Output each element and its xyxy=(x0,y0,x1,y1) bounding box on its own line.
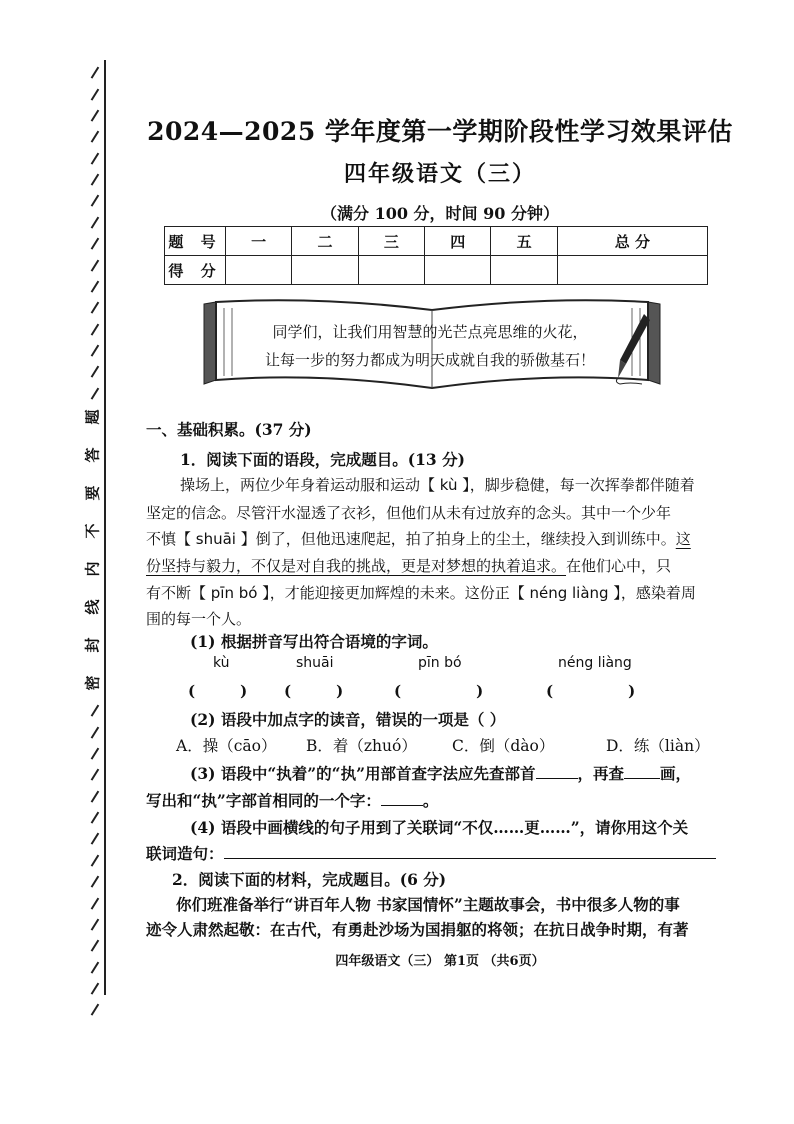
seal-char: 要 xyxy=(83,485,102,501)
binding-slashes-top xyxy=(86,62,104,404)
question-text: (3) 语段中“执着”的“执”用部首查字法应先查部首 xyxy=(190,764,536,783)
seal-char: 密 xyxy=(83,675,102,691)
banner-line-1: 同学们，让我们用智慧的光芒点亮思维的火花， xyxy=(272,323,588,341)
score-table xyxy=(164,226,708,285)
sub-question-1: (1) 根据拼音写出符合语境的字词。 xyxy=(190,632,438,651)
answer-blank-4[interactable]: ( ) xyxy=(546,682,636,700)
question-text: 画， xyxy=(660,764,692,783)
question-text: ，再查 xyxy=(577,764,625,783)
seal-char: 内 xyxy=(83,561,102,577)
banner-line-2: 让每一步的努力都成为明天成就自我的骄傲基石！ xyxy=(264,351,595,369)
sub-question-2: (2) 语段中加点字的读音，错误的一项是（ ） xyxy=(190,710,506,729)
sub-question-3-cont xyxy=(146,789,438,811)
passage-line: 有不断【 pīn bó 】，才能迎接更加辉煌的未来。这份正【 néng liàng 】，感染着周 xyxy=(146,584,696,602)
pinyin-label: kù xyxy=(213,655,230,671)
sub-question-3 xyxy=(190,762,691,784)
answer-blank-2[interactable]: ( ) xyxy=(284,682,344,700)
pinyin-label: néng liàng xyxy=(558,655,632,671)
score-input-cell[interactable] xyxy=(226,256,292,285)
answer-line[interactable] xyxy=(224,844,716,859)
section-heading: 一、基础积累。(37 分) xyxy=(146,420,312,439)
table-row xyxy=(165,227,708,256)
page-footer: 四年级语文（三） 第1页 （共6页） xyxy=(335,954,545,969)
exam-note: （满分 100 分，时间 90 分钟） xyxy=(321,204,559,223)
score-input-cell[interactable] xyxy=(557,256,707,285)
question-1-heading: 1．阅读下面的语段，完成题目。(13 分) xyxy=(180,450,465,469)
table-cell: 三 xyxy=(358,227,424,256)
seal-line-notice xyxy=(82,398,104,702)
option-a[interactable]: A．操（cāo） xyxy=(176,737,277,755)
passage-line: 操场上，两位少年身着运动服和运动【 kù 】，脚步稳健，每一次挥拳都伴随着 xyxy=(180,476,695,494)
answer-blank-3[interactable]: ( ) xyxy=(394,682,484,700)
table-cell: 题 号 xyxy=(165,227,226,256)
option-d[interactable]: D．练（liàn） xyxy=(606,737,710,755)
passage-text: 不慎【 shuāi 】倒了，但他迅速爬起，拍了拍身上的尘土，继续投入到训练中。 xyxy=(146,530,676,548)
question-2-heading: 2．阅读下面的材料，完成题目。(6 分) xyxy=(172,870,447,889)
table-cell: 一 xyxy=(226,227,292,256)
sub-question-4-cont xyxy=(146,842,716,864)
seal-char: 不 xyxy=(83,523,102,539)
seal-char: 线 xyxy=(83,599,102,615)
question-text: 写出和“执”字部首相同的一个字： xyxy=(146,791,381,810)
table-cell: 五 xyxy=(491,227,557,256)
option-b[interactable]: B．着（zhuó） xyxy=(306,737,417,755)
material-line: 迹令人肃然起敬：在古代，有勇赴沙场为国捐躯的将领；在抗日战争时期，有著 xyxy=(146,920,689,939)
seal-char: 封 xyxy=(83,637,102,653)
option-c[interactable]: C．倒（dào） xyxy=(452,737,555,755)
score-input-cell[interactable] xyxy=(292,256,358,285)
material-line: 你们班准备举行“讲百年人物 书家国情怀”主题故事会，书中很多人物的事 xyxy=(176,895,680,914)
pinyin-label: shuāi xyxy=(296,655,334,671)
binding-slashes-bottom xyxy=(86,700,104,1021)
table-row xyxy=(165,256,708,285)
answer-blank[interactable] xyxy=(624,764,660,779)
page-title: 2024—2025 学年度第一学期阶段性学习效果评估 xyxy=(147,117,733,146)
passage-line: 围的每一个人。 xyxy=(146,610,252,628)
answer-blank[interactable] xyxy=(381,791,423,806)
table-cell: 得 分 xyxy=(165,256,226,285)
passage-text: 在他们心中，只 xyxy=(566,557,672,575)
question-text: 联词造句： xyxy=(146,844,224,863)
underlined-sentence: 这 xyxy=(675,530,691,548)
table-cell: 二 xyxy=(292,227,358,256)
question-text: 。 xyxy=(422,791,439,810)
pinyin-label: pīn bó xyxy=(418,655,462,671)
score-input-cell[interactable] xyxy=(425,256,491,285)
seal-char: 答 xyxy=(83,447,102,463)
sub-question-4: (4) 语段中画横线的句子用到了关联词“不仅……更……”，请你用这个关 xyxy=(190,818,689,837)
underlined-sentence: 份坚持与毅力，不仅是对自我的挑战，更是对梦想的执着追求。 xyxy=(146,557,567,575)
page-subtitle: 四年级语文（三） xyxy=(343,161,536,187)
seal-char: 题 xyxy=(83,409,102,425)
passage-line: 坚定的信念。尽管汗水湿透了衣衫，但他们从未有过放弃的念头。其中一个少年 xyxy=(146,504,672,522)
score-input-cell[interactable] xyxy=(358,256,424,285)
answer-blank-1[interactable]: ( ) xyxy=(188,682,248,700)
answer-blank[interactable] xyxy=(536,764,578,779)
passage-line xyxy=(146,555,671,576)
table-cell: 四 xyxy=(425,227,491,256)
fountain-pen-icon xyxy=(612,312,652,386)
passage-line xyxy=(146,528,691,549)
table-cell: 总 分 xyxy=(557,227,707,256)
score-input-cell[interactable] xyxy=(491,256,557,285)
